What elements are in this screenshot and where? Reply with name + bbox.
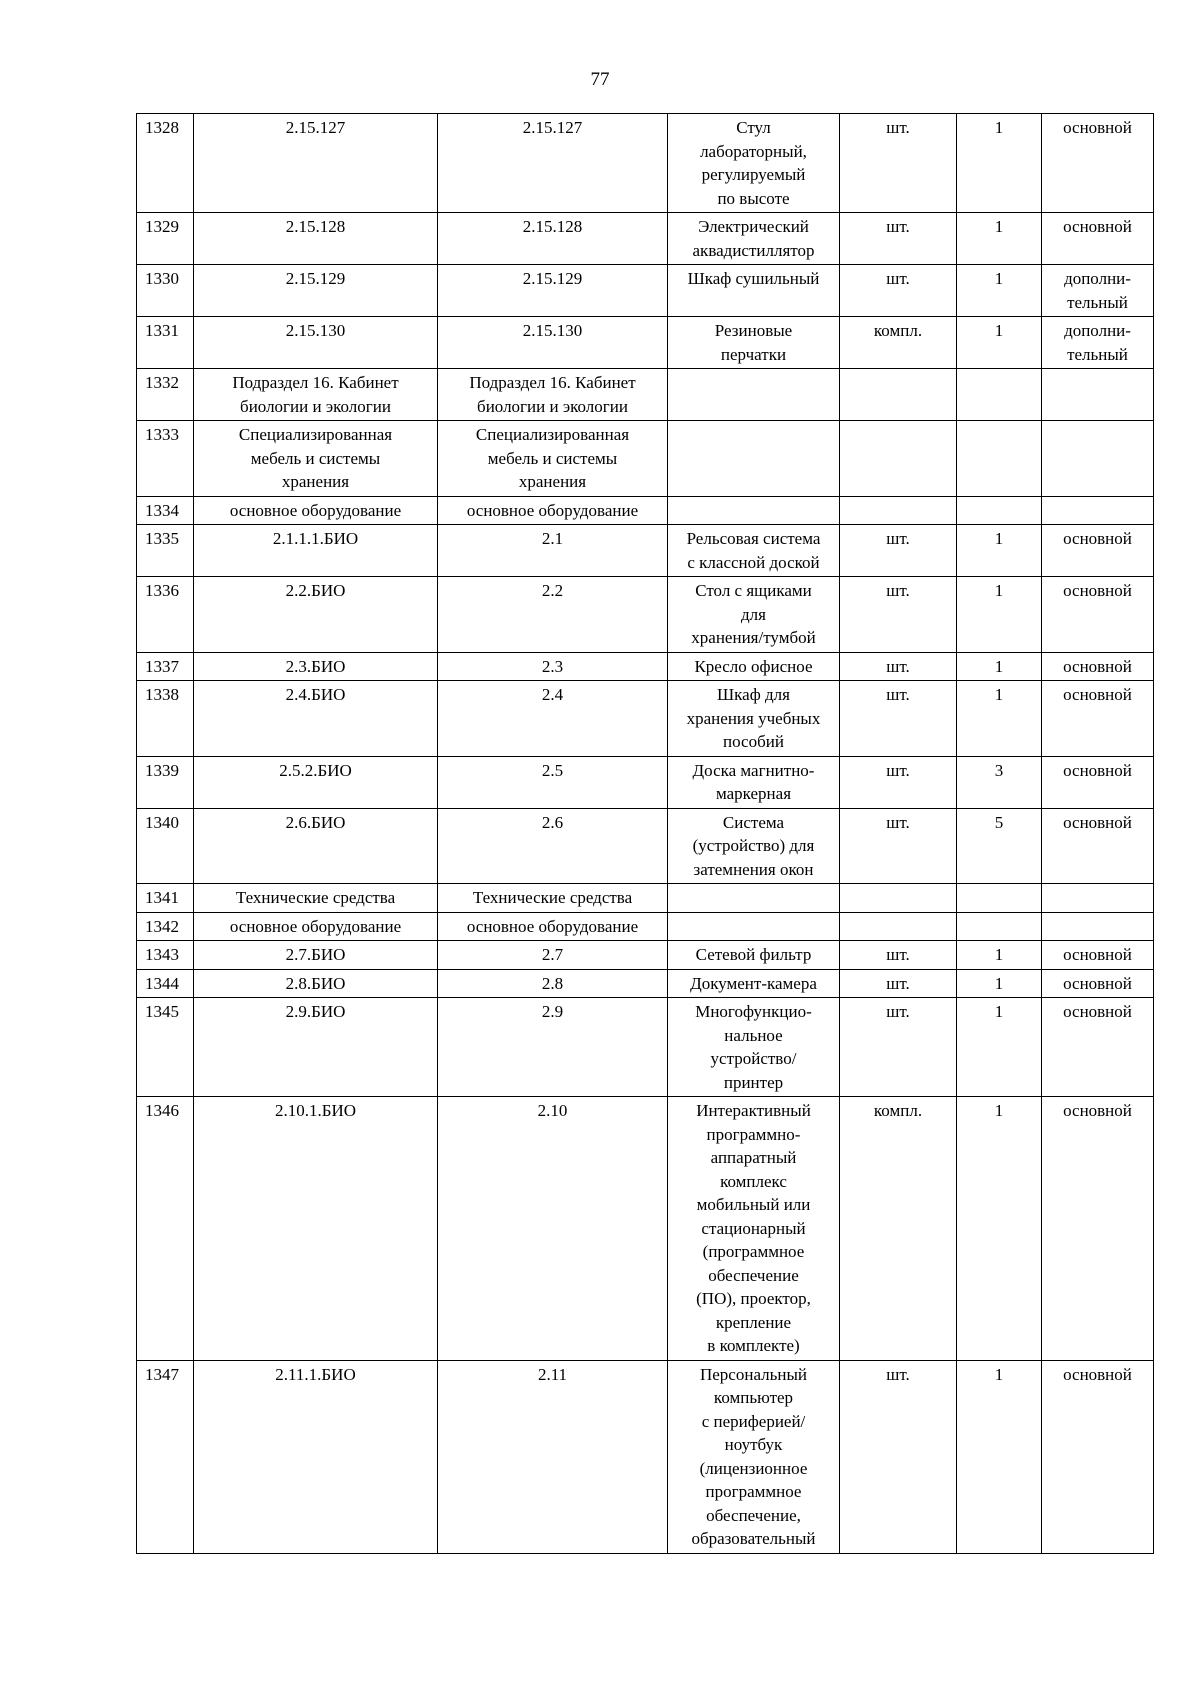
cell-category: основной (1042, 756, 1154, 808)
table-row (137, 317, 1154, 369)
cell-code-b: 2.1 (438, 525, 668, 577)
cell-item-name (668, 884, 840, 913)
cell-code-b: 2.15.127 (438, 114, 668, 213)
cell-code-a: Специализированная мебель и системы хранения (194, 421, 438, 497)
cell-category (1042, 369, 1154, 421)
cell-quantity: 1 (957, 525, 1042, 577)
cell-category: основной (1042, 525, 1154, 577)
cell-unit (840, 421, 957, 497)
cell-item-name: Шкаф для хранения учебных пособий (668, 681, 840, 757)
table-row (137, 1097, 1154, 1361)
cell-row-number: 1337 (137, 652, 194, 681)
table-row (137, 941, 1154, 970)
cell-item-name: Электрический аквадистиллятор (668, 213, 840, 265)
cell-code-a: 2.1.1.1.БИО (194, 525, 438, 577)
cell-item-name: Доска магнитно- маркерная (668, 756, 840, 808)
cell-unit: шт. (840, 756, 957, 808)
cell-item-name (668, 496, 840, 525)
cell-quantity (957, 912, 1042, 941)
cell-item-name: Сетевой фильтр (668, 941, 840, 970)
cell-unit (840, 369, 957, 421)
cell-item-name: Персональный компьютер с периферией/ ноутбук (лицензионное программное обеспечение, образовательный (668, 1360, 840, 1553)
table-row (137, 808, 1154, 884)
cell-quantity: 5 (957, 808, 1042, 884)
cell-code-a: 2.7.БИО (194, 941, 438, 970)
cell-row-number: 1331 (137, 317, 194, 369)
cell-unit (840, 912, 957, 941)
cell-unit: шт. (840, 114, 957, 213)
cell-quantity: 1 (957, 114, 1042, 213)
cell-unit: шт. (840, 652, 957, 681)
cell-code-a: 2.11.1.БИО (194, 1360, 438, 1553)
cell-code-a: 2.3.БИО (194, 652, 438, 681)
table-row (137, 525, 1154, 577)
table-row (137, 369, 1154, 421)
cell-category (1042, 421, 1154, 497)
table-row (137, 912, 1154, 941)
cell-code-a: 2.15.128 (194, 213, 438, 265)
cell-item-name (668, 369, 840, 421)
cell-code-a: Подраздел 16. Кабинет биологии и экологии (194, 369, 438, 421)
cell-code-b: 2.6 (438, 808, 668, 884)
cell-unit: шт. (840, 265, 957, 317)
cell-code-b: Подраздел 16. Кабинет биологии и экологии (438, 369, 668, 421)
cell-code-b: 2.15.129 (438, 265, 668, 317)
cell-code-b: 2.3 (438, 652, 668, 681)
cell-quantity (957, 496, 1042, 525)
cell-code-b: 2.9 (438, 998, 668, 1097)
cell-code-a: 2.6.БИО (194, 808, 438, 884)
cell-category (1042, 884, 1154, 913)
cell-code-a: 2.8.БИО (194, 969, 438, 998)
cell-code-a: 2.5.2.БИО (194, 756, 438, 808)
cell-category: основной (1042, 998, 1154, 1097)
cell-quantity: 1 (957, 941, 1042, 970)
cell-code-b: основное оборудование (438, 496, 668, 525)
cell-unit (840, 884, 957, 913)
cell-code-a: основное оборудование (194, 496, 438, 525)
cell-item-name: Резиновые перчатки (668, 317, 840, 369)
cell-category: основной (1042, 577, 1154, 653)
cell-code-b: основное оборудование (438, 912, 668, 941)
cell-code-a: 2.2.БИО (194, 577, 438, 653)
cell-unit: шт. (840, 808, 957, 884)
cell-code-a: основное оборудование (194, 912, 438, 941)
cell-code-a: 2.15.129 (194, 265, 438, 317)
cell-row-number: 1335 (137, 525, 194, 577)
cell-category: основной (1042, 114, 1154, 213)
cell-category: основной (1042, 808, 1154, 884)
cell-code-a: 2.10.1.БИО (194, 1097, 438, 1361)
cell-category (1042, 496, 1154, 525)
table-row (137, 681, 1154, 757)
table-row (137, 998, 1154, 1097)
cell-category: основной (1042, 213, 1154, 265)
cell-quantity (957, 369, 1042, 421)
table-row (137, 265, 1154, 317)
cell-category: основной (1042, 1097, 1154, 1361)
cell-quantity: 1 (957, 1097, 1042, 1361)
cell-row-number: 1344 (137, 969, 194, 998)
cell-item-name: Кресло офисное (668, 652, 840, 681)
table-body (137, 114, 1154, 1554)
cell-code-a: 2.4.БИО (194, 681, 438, 757)
cell-item-name: Стол с ящиками для хранения/тумбой (668, 577, 840, 653)
cell-code-b: 2.15.128 (438, 213, 668, 265)
cell-row-number: 1343 (137, 941, 194, 970)
cell-category: основной (1042, 969, 1154, 998)
cell-code-b: 2.11 (438, 1360, 668, 1553)
cell-unit: шт. (840, 941, 957, 970)
cell-code-b: 2.5 (438, 756, 668, 808)
cell-quantity: 3 (957, 756, 1042, 808)
cell-unit: шт. (840, 213, 957, 265)
table-row (137, 114, 1154, 213)
cell-item-name: Рельсовая система с классной доской (668, 525, 840, 577)
cell-quantity: 1 (957, 969, 1042, 998)
cell-code-a: 2.15.127 (194, 114, 438, 213)
table-row (137, 213, 1154, 265)
cell-code-b: 2.4 (438, 681, 668, 757)
cell-unit: шт. (840, 577, 957, 653)
cell-category: дополни- тельный (1042, 317, 1154, 369)
cell-item-name: Система (устройство) для затемнения окон (668, 808, 840, 884)
cell-unit: шт. (840, 969, 957, 998)
cell-row-number: 1328 (137, 114, 194, 213)
cell-code-b: Технические средства (438, 884, 668, 913)
cell-item-name: Интерактивный программно- аппаратный комплекс мобильный или стационарный (программное обеспечение (ПО), проектор, крепление в комплекте) (668, 1097, 840, 1361)
cell-unit: шт. (840, 1360, 957, 1553)
cell-category: основной (1042, 652, 1154, 681)
cell-code-b: 2.2 (438, 577, 668, 653)
cell-category: основной (1042, 1360, 1154, 1553)
cell-row-number: 1332 (137, 369, 194, 421)
cell-code-b: 2.15.130 (438, 317, 668, 369)
cell-code-a: 2.9.БИО (194, 998, 438, 1097)
cell-quantity: 1 (957, 1360, 1042, 1553)
cell-unit: компл. (840, 1097, 957, 1361)
cell-quantity: 1 (957, 681, 1042, 757)
cell-unit: шт. (840, 525, 957, 577)
cell-row-number: 1347 (137, 1360, 194, 1553)
cell-row-number: 1330 (137, 265, 194, 317)
table-row (137, 756, 1154, 808)
cell-row-number: 1342 (137, 912, 194, 941)
cell-code-a: 2.15.130 (194, 317, 438, 369)
cell-quantity (957, 421, 1042, 497)
cell-item-name (668, 912, 840, 941)
cell-quantity: 1 (957, 213, 1042, 265)
cell-row-number: 1333 (137, 421, 194, 497)
cell-code-b: 2.10 (438, 1097, 668, 1361)
cell-row-number: 1345 (137, 998, 194, 1097)
cell-category: дополни- тельный (1042, 265, 1154, 317)
cell-code-b: Специализированная мебель и системы хранения (438, 421, 668, 497)
cell-row-number: 1339 (137, 756, 194, 808)
cell-quantity: 1 (957, 577, 1042, 653)
cell-quantity: 1 (957, 998, 1042, 1097)
cell-unit: компл. (840, 317, 957, 369)
cell-item-name: Шкаф сушильный (668, 265, 840, 317)
cell-row-number: 1336 (137, 577, 194, 653)
cell-row-number: 1329 (137, 213, 194, 265)
cell-row-number: 1338 (137, 681, 194, 757)
cell-unit: шт. (840, 998, 957, 1097)
table-row (137, 421, 1154, 497)
cell-item-name: Многофункцио- нальное устройство/ принтер (668, 998, 840, 1097)
equipment-table (136, 113, 1154, 1554)
cell-unit (840, 496, 957, 525)
cell-code-b: 2.7 (438, 941, 668, 970)
cell-item-name: Стул лабораторный, регулируемый по высоте (668, 114, 840, 213)
cell-category: основной (1042, 681, 1154, 757)
table-row (137, 577, 1154, 653)
page-number: 77 (590, 69, 610, 90)
table-row (137, 969, 1154, 998)
table-row (137, 884, 1154, 913)
cell-item-name: Документ-камера (668, 969, 840, 998)
table-row (137, 652, 1154, 681)
cell-row-number: 1340 (137, 808, 194, 884)
cell-category: основной (1042, 941, 1154, 970)
cell-quantity: 1 (957, 652, 1042, 681)
table-row (137, 1360, 1154, 1553)
cell-quantity: 1 (957, 265, 1042, 317)
cell-category (1042, 912, 1154, 941)
cell-row-number: 1334 (137, 496, 194, 525)
cell-quantity (957, 884, 1042, 913)
cell-row-number: 1341 (137, 884, 194, 913)
table-row (137, 496, 1154, 525)
cell-quantity: 1 (957, 317, 1042, 369)
cell-code-a: Технические средства (194, 884, 438, 913)
cell-unit: шт. (840, 681, 957, 757)
cell-code-b: 2.8 (438, 969, 668, 998)
cell-row-number: 1346 (137, 1097, 194, 1361)
cell-item-name (668, 421, 840, 497)
